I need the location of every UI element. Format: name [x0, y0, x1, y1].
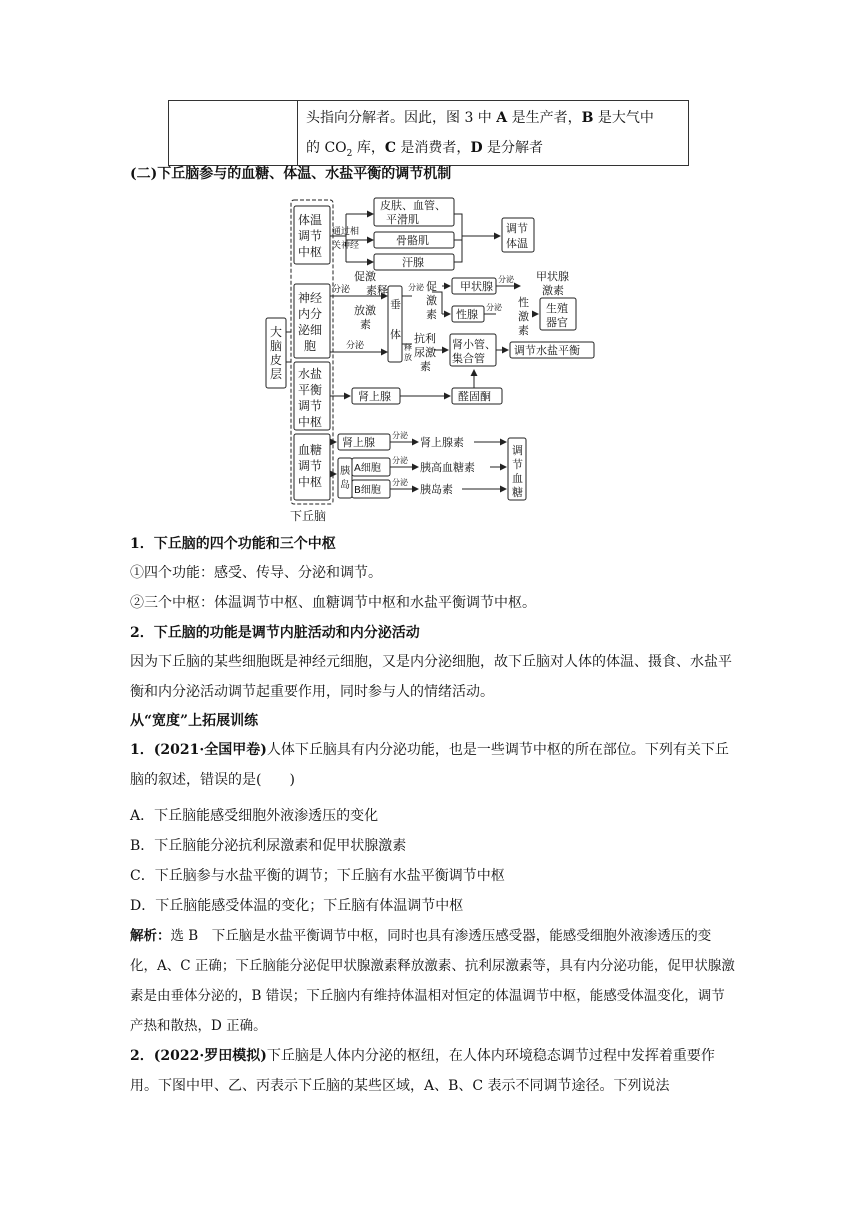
- water-center-label: 中枢: [298, 415, 323, 429]
- table-cell-text: [298, 101, 689, 166]
- continuation-table: [168, 100, 689, 166]
- a-cell-label: A细胞: [354, 463, 381, 474]
- glucagon-label: 胰高血糖素: [420, 461, 475, 474]
- svg-text:层: 层: [270, 367, 283, 381]
- q2-stem: 下丘脑是人体内分泌的枢纽，在人体内环境稳态调节过程中发挥着重要作用。下图中甲、乙、丙表示下丘脑的某些区域，A、B、C 表示不同调节途径。下列说法: [130, 1048, 715, 1094]
- release-label: 放: [404, 353, 412, 362]
- q1-option-a: A．下丘脑能感受细胞外液渗透压的变化: [130, 808, 379, 824]
- table-text: 的 CO: [306, 140, 347, 156]
- q1-number: 1．: [130, 742, 154, 758]
- water-center-label: 水盐: [298, 367, 323, 381]
- table-text: 是消费者，: [395, 140, 471, 156]
- question-2: [130, 1041, 736, 1101]
- sweat-label: 汗腺: [402, 256, 424, 269]
- regulate-temp-label: 体温: [506, 237, 528, 250]
- skin-label: 皮肤、血管、: [380, 199, 446, 212]
- via-nerve-label: 通过相: [332, 227, 360, 237]
- table-text: A: [496, 110, 508, 126]
- kidney-label: 肾小管、: [452, 338, 496, 351]
- extension-title: 从“宽度”上拓展训练: [130, 713, 259, 729]
- tsh-label: 激: [426, 294, 437, 307]
- table-text: 库，: [352, 140, 385, 156]
- b-cell-label: B细胞: [354, 485, 381, 496]
- tsh-label: 素: [426, 308, 437, 321]
- point1-title: 1．下丘脑的四个功能和三个中枢: [130, 536, 336, 552]
- adh-label: 尿激: [414, 346, 436, 359]
- sugar-center-label: 调节: [298, 459, 323, 473]
- trh-label: 素: [360, 318, 371, 331]
- tsh-label: 促: [426, 280, 437, 293]
- aldosterone-label: 醛固酮: [458, 390, 491, 403]
- table-text: D: [470, 140, 483, 156]
- point1-line1: ①四个功能：感受、传导、分泌和调节。: [130, 565, 382, 581]
- adrenaline-label: 肾上腺素: [420, 436, 464, 449]
- pancreas-box: [338, 458, 352, 498]
- analysis-text: 选 B 下丘脑是水盐平衡调节中枢，同时也具有渗透压感受器，能感受细胞外液渗透压的变化，A、C 正确；下丘脑能分泌促甲状腺激素释放激素、抗利尿激素等，具有内分泌功能，促甲状腺激素是由垂体分泌的，B 错误；下丘脑内有维持体温相对恒定的体温调节中枢，能感受体温变化，调节产热和散热，D 正确。: [130, 928, 735, 1034]
- q1-option-d: D．下丘脑能感受体温的变化；下丘脑有体温调节中枢: [130, 898, 464, 914]
- neuro-cell-label: 泌细: [298, 323, 323, 337]
- regulate-temp-label: 调节: [506, 222, 528, 235]
- regulate-water-label: 调节水盐平衡: [514, 344, 580, 357]
- sugar-center-label: 血糖: [298, 443, 323, 457]
- temp-center-label: 中枢: [298, 245, 323, 259]
- secrete-label: 分泌: [498, 275, 514, 284]
- table-text: 是大气中: [593, 110, 654, 126]
- adrenal2-label: 肾上腺: [342, 436, 375, 449]
- sugar-center-label: 中枢: [298, 475, 323, 489]
- thyroid-label: 甲状腺: [460, 280, 493, 293]
- q1-analysis: [130, 921, 736, 1041]
- kidney-label: 集合管: [452, 352, 485, 365]
- secrete-label: 分泌: [392, 431, 408, 440]
- pituitary-label: 体: [390, 328, 401, 341]
- question-1: [130, 735, 736, 795]
- hypothalamus-label: 下丘脑: [290, 509, 327, 523]
- q1-option-b: B．下丘脑能分泌抗利尿激素和促甲状腺激素: [130, 838, 407, 854]
- muscle-label: 骨骼肌: [396, 234, 429, 247]
- analysis-label: 解析：: [130, 928, 171, 944]
- point2-title: 2．下丘脑的功能是调节内脏活动和内分泌活动: [130, 625, 420, 641]
- thyroxine-label: 激素: [542, 284, 564, 297]
- sex-hormone-label: 激: [518, 310, 529, 323]
- water-center-label: 调节: [298, 399, 323, 413]
- section-heading: (二)下丘脑参与的血糖、体温、水盐平衡的调节机制: [130, 166, 452, 182]
- table-text: C: [384, 140, 396, 156]
- q2-source: (2022·罗田模拟): [153, 1048, 267, 1064]
- water-center-label: 平衡: [298, 383, 323, 397]
- secrete-label: 分泌: [392, 456, 408, 465]
- q1-option-c: C．下丘脑参与水盐平衡的调节；下丘脑有水盐平衡调节中枢: [130, 868, 505, 884]
- regulate-sugar-label: 节: [512, 458, 523, 471]
- table-cell-empty: [169, 101, 298, 166]
- table-text: B: [581, 110, 594, 126]
- repro-label: 器官: [546, 316, 568, 329]
- insulin-label: 胰岛素: [420, 483, 453, 496]
- q1-source: (2021·全国甲卷): [153, 742, 267, 758]
- gonad-label: 性腺: [456, 308, 478, 321]
- sex-hormone-label: 素: [518, 324, 529, 337]
- regulate-sugar-label: 糖: [512, 486, 523, 499]
- table-text: 头指向分解者。因此，图 3 中: [306, 110, 497, 126]
- table-text: 是分解者: [482, 140, 544, 156]
- temp-center-label: 体温: [298, 213, 323, 227]
- svg-text:大: 大: [270, 325, 283, 339]
- trh-label: 促激: [354, 270, 376, 283]
- pancreas-label: 胰: [340, 466, 350, 477]
- point2-text: 因为下丘脑的某些细胞既是神经元细胞，又是内分泌细胞，故下丘脑对人体的体温、摄食、水盐平衡和内分泌活动调节起重要作用，同时参与人的情绪活动。: [130, 654, 732, 700]
- svg-text:脑: 脑: [270, 339, 283, 353]
- repro-label: 生殖: [546, 302, 568, 315]
- secrete-label: 分泌: [408, 283, 424, 292]
- temp-center-label: 调节: [298, 229, 323, 243]
- sex-hormone-label: 性: [518, 296, 529, 309]
- neuro-cell-label: 胞: [304, 339, 317, 353]
- adrenal-label: 肾上腺: [358, 390, 391, 403]
- q1-stem: 人体下丘脑具有内分泌功能，也是一些调节中枢的所在部位。下列有关下丘脑的叙述，错误的是( ): [130, 742, 729, 788]
- regulate-sugar-label: 血: [512, 472, 523, 485]
- adh-label: 抗利: [414, 332, 436, 345]
- neuro-cell-label: 内分: [298, 307, 323, 321]
- secrete-label: 分泌: [346, 341, 365, 351]
- svg-text:皮: 皮: [270, 353, 283, 367]
- trh-label: 放激: [354, 304, 376, 317]
- trh-label: 素释: [366, 284, 388, 297]
- secrete-label: 分泌: [486, 303, 502, 312]
- pituitary-label: 垂: [390, 298, 401, 311]
- cortex-label: [270, 324, 282, 381]
- regulate-sugar-label: 调: [512, 444, 523, 457]
- release-label: 释: [404, 343, 412, 352]
- q2-number: 2．: [130, 1048, 154, 1064]
- adh-label: 素: [420, 360, 431, 373]
- via-nerve-label: 关神经: [332, 241, 360, 251]
- neuro-cell-label: 神经: [298, 291, 323, 305]
- point1-line2: ②三个中枢：体温调节中枢、血糖调节中枢和水盐平衡调节中枢。: [130, 595, 536, 611]
- thyroxine-label: 甲状腺: [536, 270, 569, 283]
- pancreas-label: 岛: [340, 480, 350, 491]
- secrete-label: 分泌: [332, 285, 351, 295]
- secrete-label: 分泌: [392, 478, 408, 487]
- table-text: 是生产者，: [507, 110, 582, 126]
- table-text: 2: [346, 148, 353, 159]
- hypothalamus-regulation-diagram: [262, 192, 608, 524]
- skin-label: 平滑肌: [386, 213, 419, 226]
